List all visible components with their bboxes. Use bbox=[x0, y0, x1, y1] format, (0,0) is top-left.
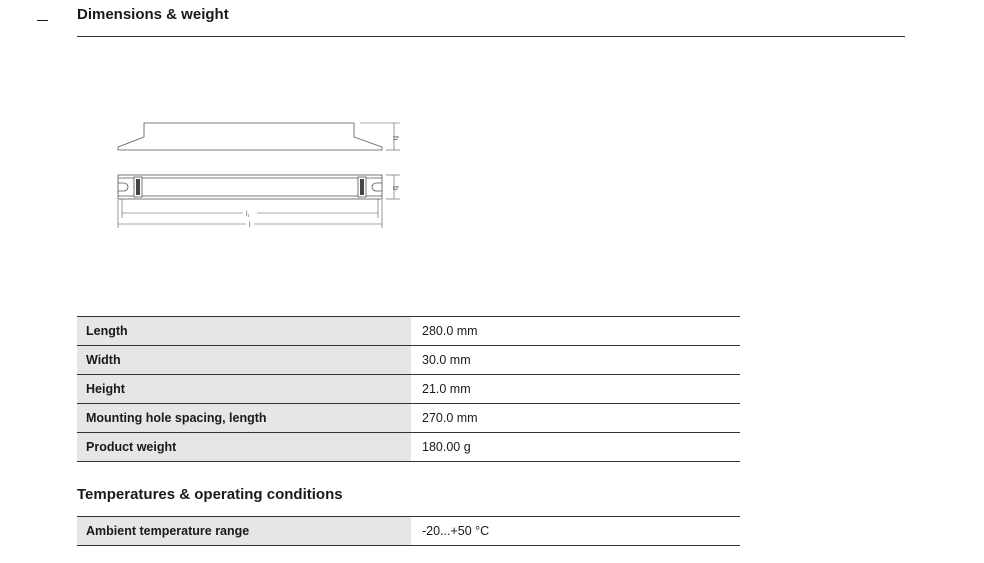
dimensions-table bbox=[77, 316, 740, 462]
row-label: Length bbox=[77, 317, 411, 346]
table-row bbox=[77, 375, 740, 404]
h-label: h bbox=[391, 136, 400, 141]
table-row bbox=[77, 404, 740, 433]
l-label: l bbox=[249, 222, 251, 229]
table-row bbox=[77, 517, 740, 546]
l1-label: l₁ bbox=[246, 211, 250, 218]
table-row bbox=[77, 346, 740, 375]
row-value: -20...+50 °C bbox=[413, 517, 740, 546]
b-label: b bbox=[391, 186, 400, 191]
table-row bbox=[77, 317, 740, 346]
row-label: Mounting hole spacing, length bbox=[77, 404, 411, 433]
row-value: 270.0 mm bbox=[413, 404, 740, 433]
temperatures-heading: Temperatures & operating conditions bbox=[77, 486, 343, 503]
heading-divider bbox=[77, 36, 905, 37]
side-view bbox=[118, 123, 382, 150]
table-row bbox=[77, 433, 740, 462]
section-marker bbox=[37, 20, 48, 21]
dimensions-heading: Dimensions & weight bbox=[77, 6, 229, 23]
row-label: Ambient temperature range bbox=[77, 517, 411, 546]
row-label: Height bbox=[77, 375, 411, 404]
row-value: 30.0 mm bbox=[413, 346, 740, 375]
row-value: 21.0 mm bbox=[413, 375, 740, 404]
row-label: Width bbox=[77, 346, 411, 375]
row-value: 280.0 mm bbox=[413, 317, 740, 346]
row-value: 180.00 g bbox=[413, 433, 740, 462]
dimension-drawing bbox=[110, 112, 410, 237]
top-view bbox=[118, 175, 382, 199]
row-label: Product weight bbox=[77, 433, 411, 462]
temperatures-table bbox=[77, 516, 740, 546]
